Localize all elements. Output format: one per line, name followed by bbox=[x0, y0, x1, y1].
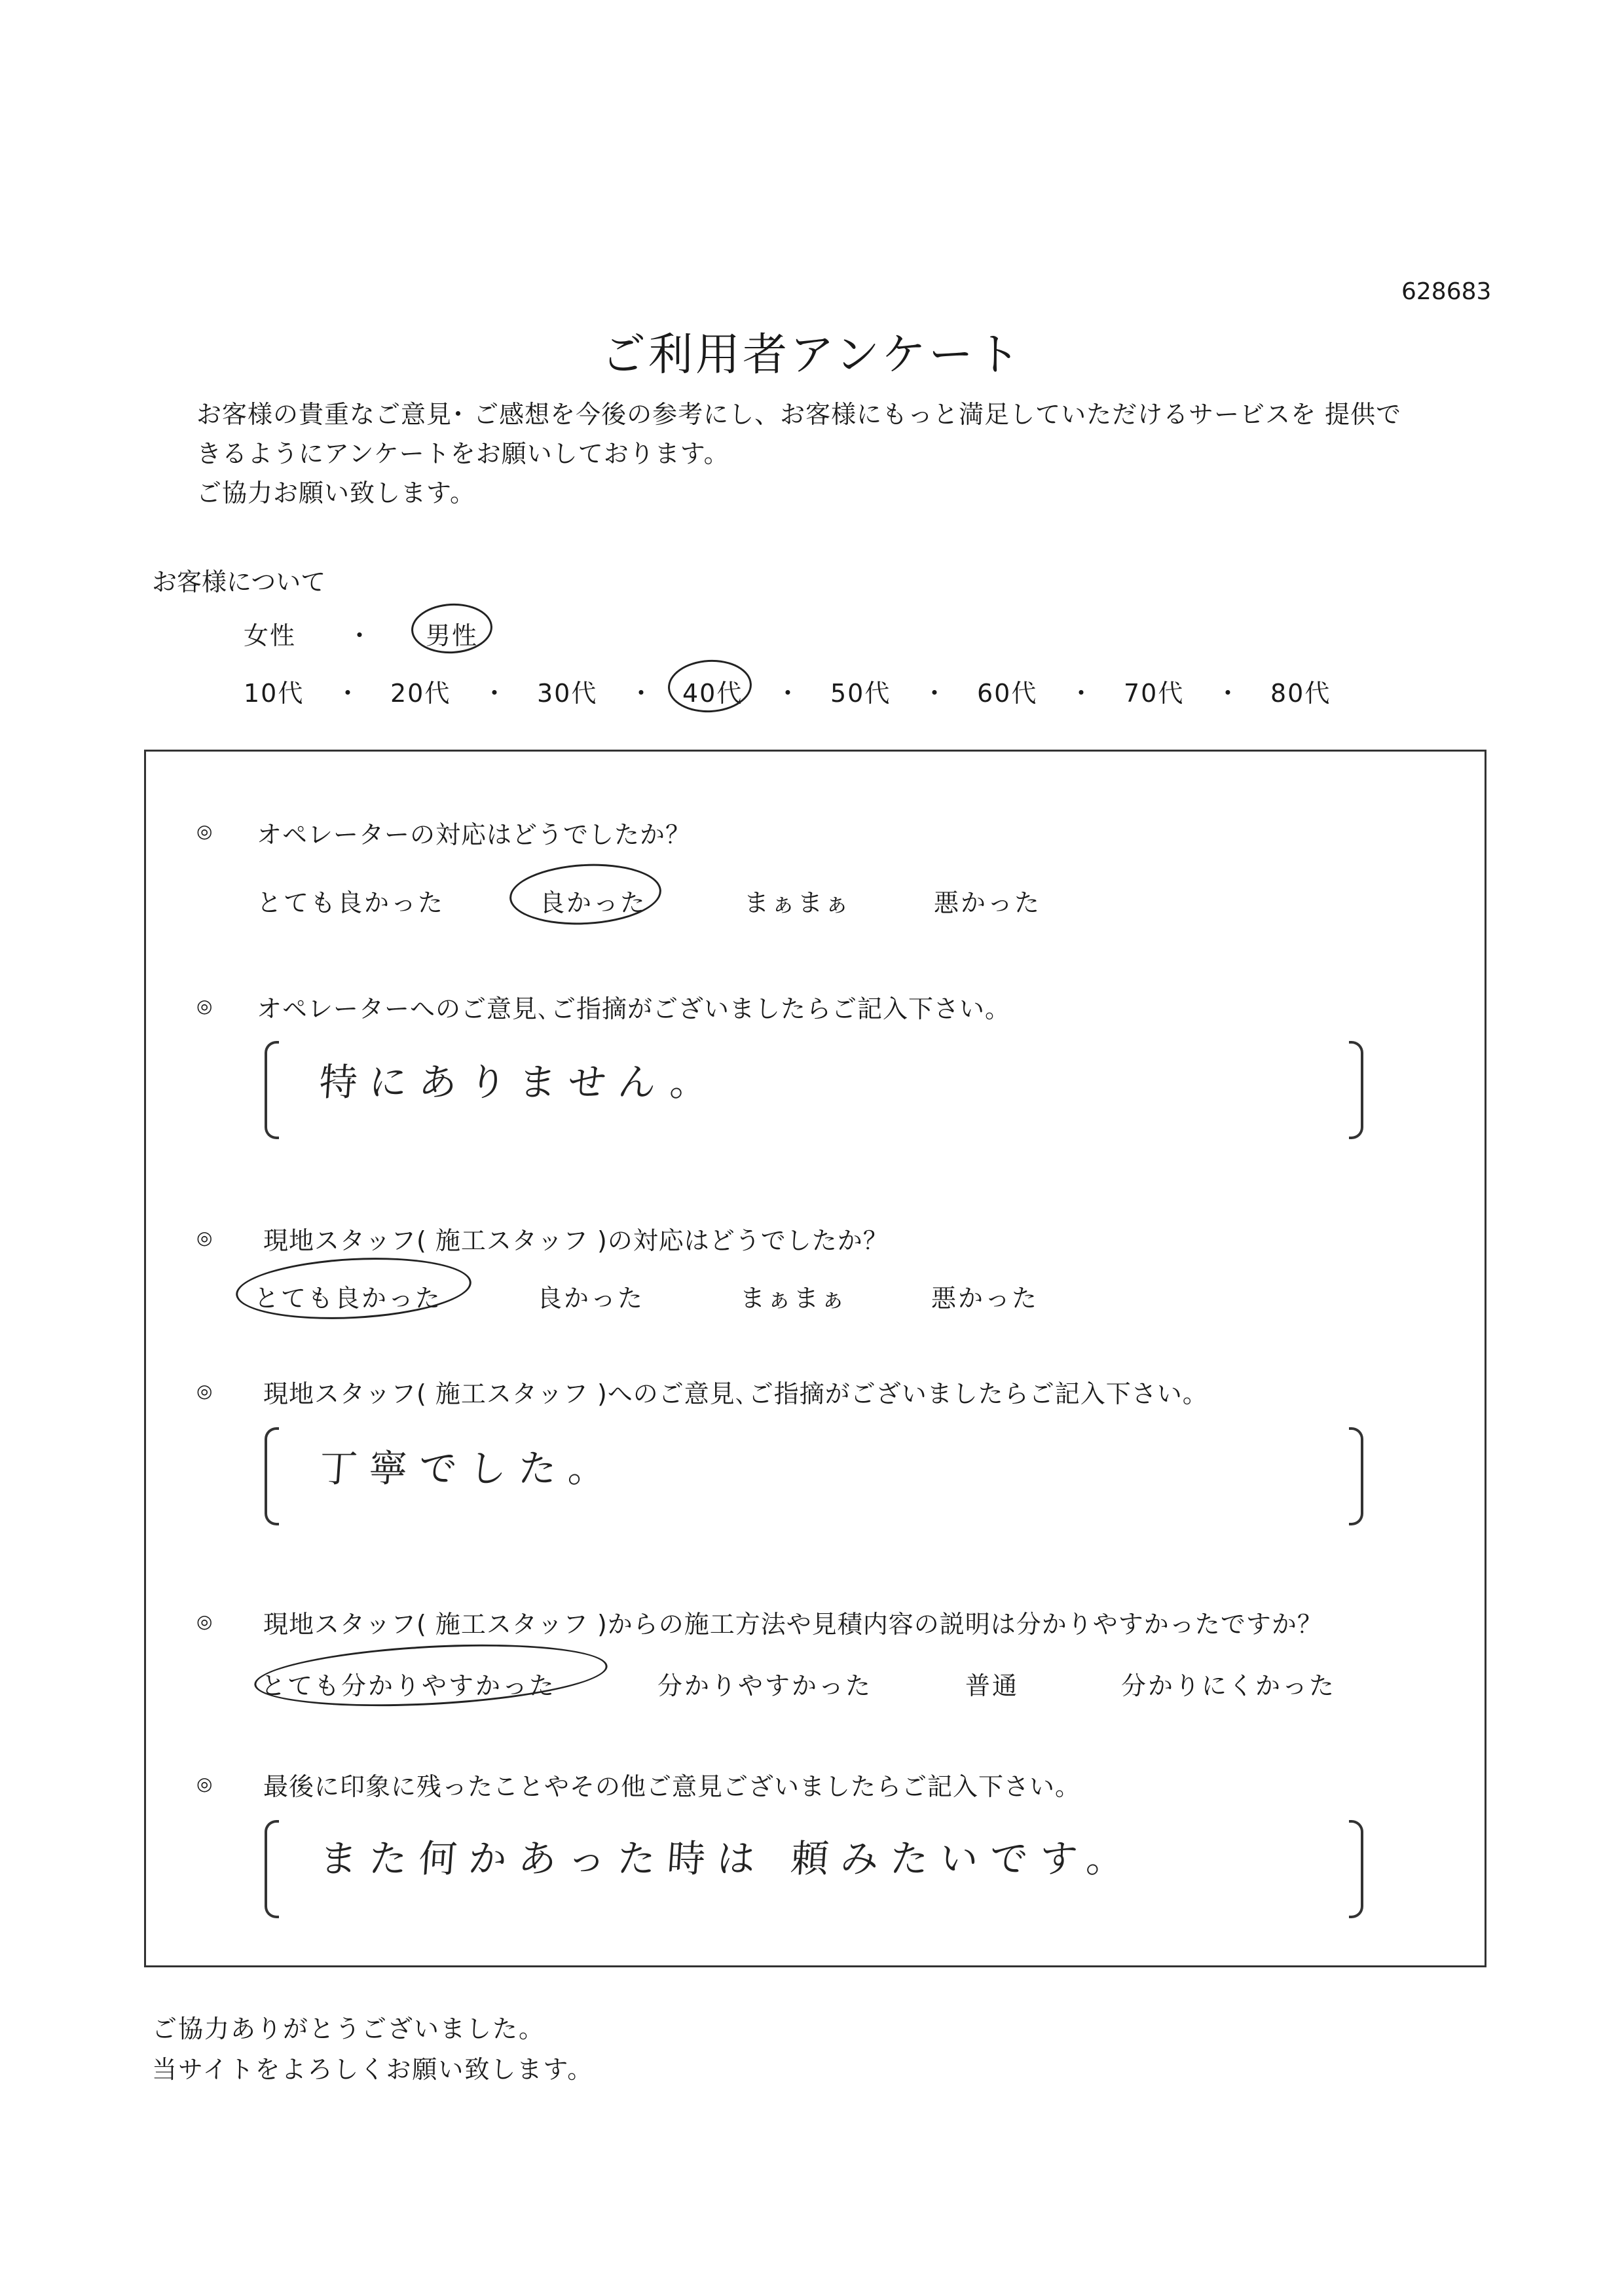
bullet-icon: ◎ bbox=[196, 1611, 213, 1632]
question-4: 現地スタッフ( 施工スタッフ )へのご意見､ご指摘がございましたらご記入下さい。 bbox=[263, 1379, 1208, 1408]
question-3: 現地スタッフ( 施工スタッフ )の対応はどうでしたか？ bbox=[263, 1226, 889, 1255]
selection-circle bbox=[410, 602, 494, 655]
bullet-icon: ◎ bbox=[196, 1773, 213, 1795]
bullet-icon: ◎ bbox=[196, 1227, 213, 1248]
q5-option-clear[interactable]: 分かりやすかった bbox=[657, 1671, 873, 1700]
q1-option-good[interactable]: 良かった bbox=[540, 888, 648, 917]
age-separator: ・ bbox=[1215, 679, 1241, 708]
age-separator: ・ bbox=[922, 679, 948, 708]
age-option-10s[interactable]: 10代 bbox=[244, 679, 304, 708]
document-id: 628683 bbox=[1401, 278, 1492, 305]
closing-line-2: 当サイトをよろしくお願い致します。 bbox=[152, 2055, 594, 2084]
customer-heading: お客様について bbox=[152, 568, 326, 596]
age-option-60s[interactable]: 60代 bbox=[977, 679, 1038, 708]
bracket-left bbox=[265, 1041, 279, 1139]
question-6: 最後に印象に残ったことやその他ご意見ございましたらご記入下さい。 bbox=[263, 1772, 1081, 1801]
q3-option-very-good[interactable]: とても良かった bbox=[254, 1284, 443, 1313]
bracket-left bbox=[265, 1820, 279, 1918]
bullet-icon: ◎ bbox=[196, 820, 213, 842]
gender-separator: ・ bbox=[347, 621, 373, 650]
question-5: 現地スタッフ( 施工スタッフ )からの施工方法や見積内容の説明は分かりやすかったですか？ bbox=[263, 1610, 1323, 1639]
intro-line-3: ご協力お願い致します。 bbox=[196, 479, 475, 507]
q4-answer[interactable]: 丁寧でした。 bbox=[318, 1446, 620, 1491]
bullet-icon: ◎ bbox=[196, 1380, 213, 1402]
q3-option-average[interactable]: まぁまぁ bbox=[740, 1284, 848, 1313]
q5-option-unclear[interactable]: 分かりにくかった bbox=[1121, 1671, 1337, 1700]
q6-answer[interactable]: また何かあった時は 頼みたいです。 bbox=[318, 1836, 1138, 1881]
bullet-icon: ◎ bbox=[196, 995, 213, 1017]
age-separator: ・ bbox=[775, 679, 801, 708]
q1-option-bad[interactable]: 悪かった bbox=[934, 888, 1042, 917]
intro-line-2: きるようにアンケートをお願いしております。 bbox=[196, 439, 729, 468]
age-option-30s[interactable]: 30代 bbox=[537, 679, 598, 708]
age-option-70s[interactable]: 70代 bbox=[1124, 679, 1185, 708]
closing-line-1: ご協力ありがとうございました。 bbox=[152, 2014, 545, 2043]
q3-option-good[interactable]: 良かった bbox=[537, 1284, 645, 1313]
bracket-right bbox=[1349, 1041, 1363, 1139]
gender-option-male[interactable]: 男性 bbox=[426, 621, 479, 650]
gender-option-female[interactable]: 女性 bbox=[244, 621, 297, 650]
age-separator: ・ bbox=[1069, 679, 1094, 708]
age-separator: ・ bbox=[629, 679, 654, 708]
bracket-right bbox=[1349, 1427, 1363, 1525]
intro-line-1: お客様の貴重なご意見･ ご感想を今後の参考にし、お客様にもっと満足していただけるサービスを 提供で bbox=[196, 400, 1402, 429]
question-1: オペレーターの対応はどうでしたか？ bbox=[257, 820, 692, 849]
age-option-40s[interactable]: 40代 bbox=[682, 679, 743, 708]
q2-answer[interactable]: 特にありません。 bbox=[318, 1060, 722, 1104]
q1-option-very-good[interactable]: とても良かった bbox=[257, 888, 445, 917]
bracket-right bbox=[1349, 1820, 1363, 1918]
age-option-50s[interactable]: 50代 bbox=[830, 679, 891, 708]
q3-option-bad[interactable]: 悪かった bbox=[931, 1284, 1039, 1313]
bracket-left bbox=[265, 1427, 279, 1525]
question-2: オペレーターへのご意見､ご指摘がございましたらご記入下さい。 bbox=[257, 994, 1011, 1023]
age-separator: ・ bbox=[335, 679, 361, 708]
q5-option-very-clear[interactable]: とても分かりやすかった bbox=[261, 1671, 557, 1700]
q1-option-average[interactable]: まぁまぁ bbox=[744, 888, 852, 917]
age-separator: ・ bbox=[482, 679, 507, 708]
age-option-20s[interactable]: 20代 bbox=[390, 679, 451, 708]
page-title: ご利用者アンケート bbox=[601, 329, 1023, 381]
q5-option-normal[interactable]: 普通 bbox=[965, 1671, 1020, 1700]
age-option-80s[interactable]: 80代 bbox=[1270, 679, 1331, 708]
